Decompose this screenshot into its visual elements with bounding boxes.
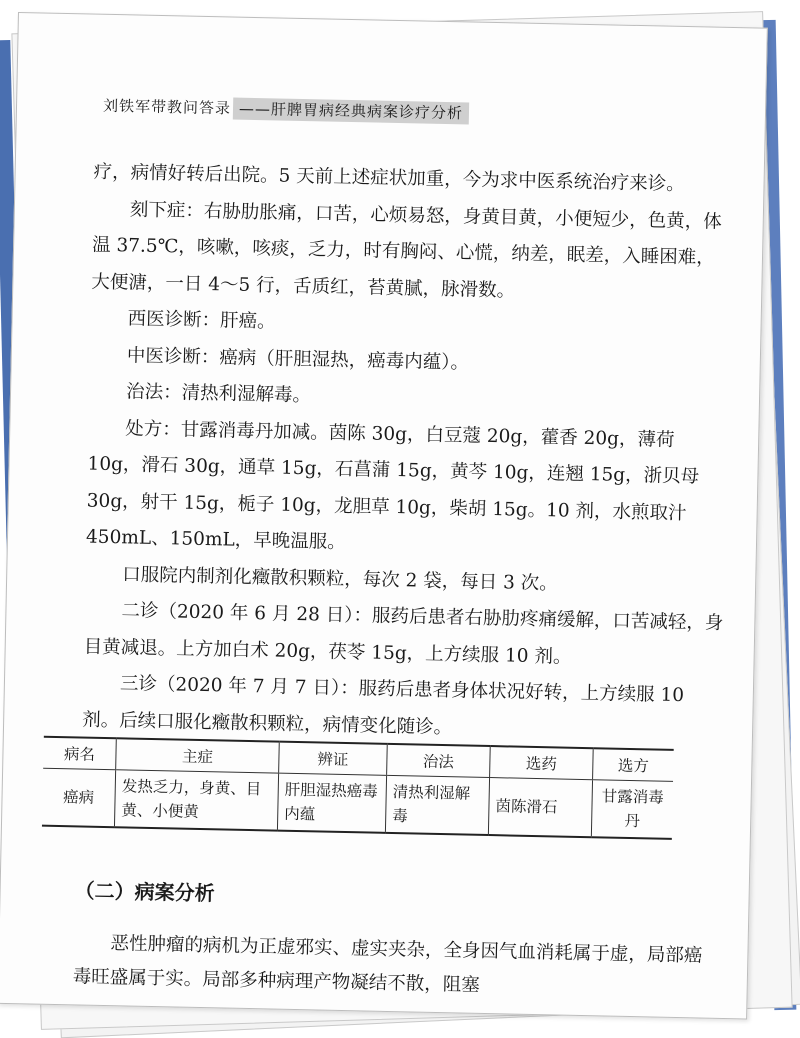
table-header-cell: 选药 <box>490 746 594 780</box>
body-paragraph: 二诊（2020 年 6 月 28 日）：服药后患者右胁肋疼痛缓解，口苦减轻，身目黄减退。上方加白术 20g，茯苓 15g，上方续服 10 剂。 <box>83 600 724 668</box>
table-cell-formula: 甘露消毒丹 <box>591 780 673 839</box>
body-paragraph: 西医诊断：肝癌。 <box>127 308 276 333</box>
table-cell-symptoms: 发热乏力，身黄、目黄、小便黄 <box>114 770 278 831</box>
analysis-text: 恶性肿瘤的病机为正虚邪实、虚实夹杂，全身因气血消耗属于虚，局部癌毒旺盛属于实。局部多种病理产物凝结不散，阻塞 <box>72 933 703 996</box>
header-subtitle: ——肝脾胃病经典病案诊疗分析 <box>233 98 469 125</box>
table-cell-disease: 癌病 <box>42 768 116 827</box>
table-header-cell: 辨证 <box>279 742 388 776</box>
section-heading: （二）病案分析 <box>74 878 215 906</box>
table-cell-syndrome: 肝胆湿热癌毒内蕴 <box>277 773 386 833</box>
header-book-title: 刘铁军带教问答录 <box>102 96 232 118</box>
document-page <box>0 12 768 1019</box>
case-record-text <box>82 155 734 752</box>
table-header-cell: 主症 <box>116 738 280 773</box>
table-header-cell: 选方 <box>593 748 674 781</box>
body-paragraph: 处方：甘露消毒丹加减。茵陈 30g，白豆蔻 20g，藿香 20g，薄荷 10g，滑石 30g，通草 15g，石菖蒲 15g，黄芩 10g，连翘 15g，浙贝母 30g，射干 15g，栀子 10g，龙胆草 10g，柴胡 15g。10 剂，水煎取汁 450mL、150mL，早晚温服。 <box>85 417 700 553</box>
body-paragraph: 治法：清热利湿解毒。 <box>125 381 312 407</box>
table-header-cell: 病名 <box>43 737 116 770</box>
body-paragraph: 疗，病情好转后出院。5 天前上述症状加重，今为求中医系统治疗来诊。 <box>93 161 685 195</box>
table-cell-treatment: 清热利湿解毒 <box>385 775 489 835</box>
body-paragraph: 口服院内制剂化癥散积颗粒，每次 2 袋，每日 3 次。 <box>122 563 558 594</box>
table-row <box>42 768 673 839</box>
running-header <box>103 95 469 124</box>
body-paragraph: 刻下症：右胁肋胀痛，口苦，心烦易怒，身黄目黄，小便短少，色黄，体温 37.5℃，咳嗽，咳痰，乏力，时有胸闷、心慌，纳差，眠差，入睡困难，大便溏，一日 4～5 行，舌质红，苔黄腻，脉滑数。 <box>91 198 722 301</box>
analysis-paragraph <box>72 926 703 1007</box>
table-cell-herbs: 茵陈滑石 <box>488 778 592 838</box>
body-paragraph: 三诊（2020 年 7 月 7 日）：服药后患者身体状况好转，上方续服 10 剂。后续口服化癥散积颗粒，病情变化随诊。 <box>81 673 685 738</box>
table-header-cell: 治法 <box>387 744 491 778</box>
body-paragraph: 中医诊断：癌病（肝胆湿热，癌毒内蕴）。 <box>126 344 470 374</box>
case-summary-table <box>42 736 674 840</box>
